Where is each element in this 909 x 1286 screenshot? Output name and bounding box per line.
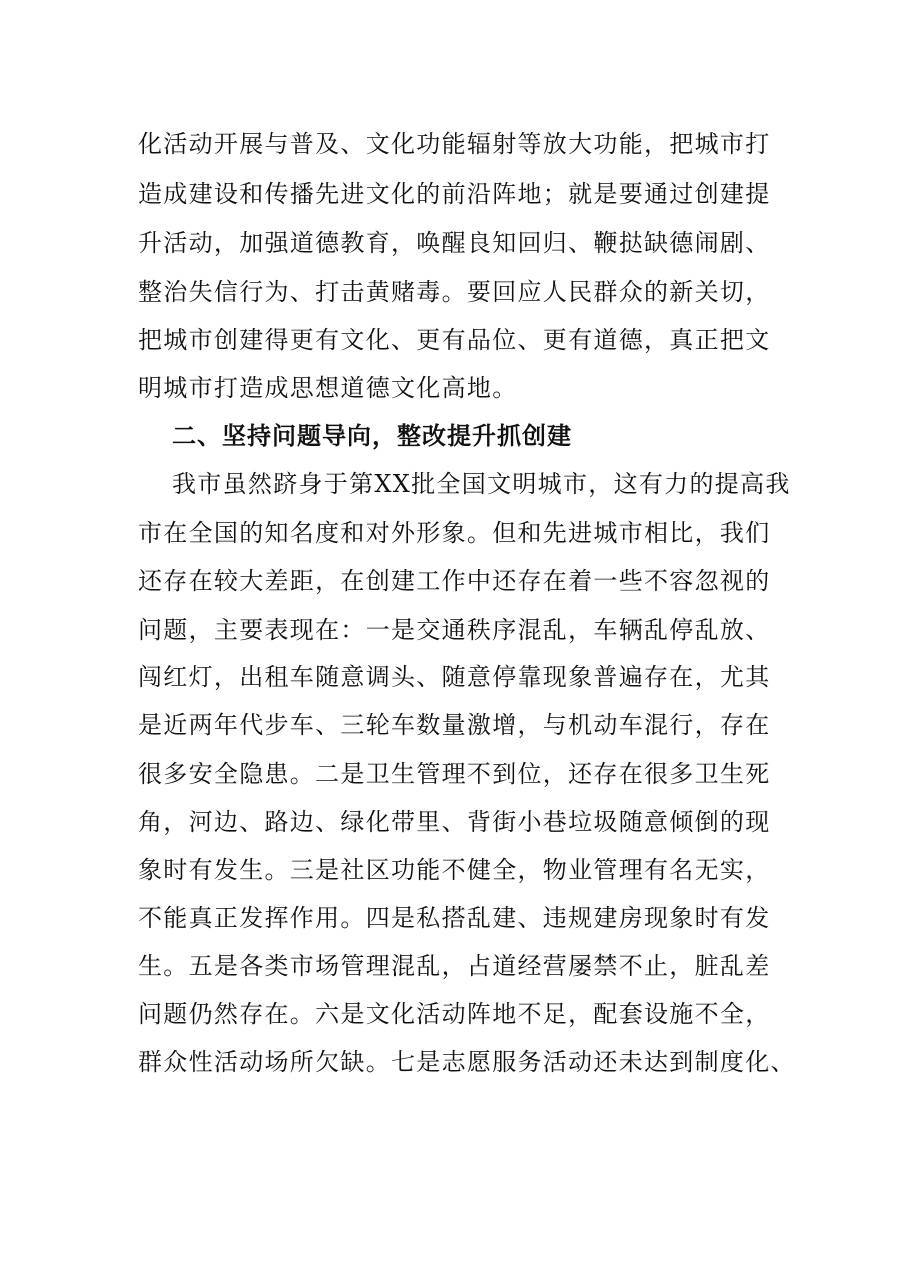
body-text-line: 明城市打造成思想道德文化高地。 xyxy=(138,374,518,402)
body-text-line: 闯红灯，出租车随意调头、随意停靠现象普遍存在，尤其 xyxy=(138,663,771,691)
body-text-line: 把城市创建得更有文化、更有品位、更有道德，真正把文 xyxy=(138,326,771,354)
body-text-line: 还存在较大差距，在创建工作中还存在着一些不容忽视的 xyxy=(138,567,771,595)
body-text-line: 群众性活动场所欠缺。七是志愿服务活动还未达到制度化、 xyxy=(138,1048,796,1076)
body-text-line: 整治失信行为、打击黄赌毒。要回应人民群众的新关切， xyxy=(138,278,771,306)
body-text-line: 问题，主要表现在：一是交通秩序混乱，车辆乱停乱放、 xyxy=(138,616,771,644)
body-text-line: 角，河边、路边、绿化带里、背街小巷垃圾随意倾倒的现 xyxy=(138,808,771,836)
section-heading: 二、坚持问题导向，整改提升抓创建 xyxy=(172,422,572,450)
body-text-line: 生。五是各类市场管理混乱，占道经营屡禁不止，脏乱差 xyxy=(138,952,771,980)
body-text-line: 化活动开展与普及、文化功能辐射等放大功能，把城市打 xyxy=(138,130,771,158)
body-text-line: 问题仍然存在。六是文化活动阵地不足，配套设施不全， xyxy=(138,1000,771,1028)
body-text-line: 象时有发生。三是社区功能不健全，物业管理有名无实， xyxy=(138,856,771,884)
body-text-line: 市在全国的知名度和对外形象。但和先进城市相比，我们 xyxy=(138,519,771,547)
body-text-line: 不能真正发挥作用。四是私搭乱建、违规建房现象时有发 xyxy=(138,904,771,932)
body-text-line: 是近两年代步车、三轮车数量激增，与机动车混行，存在 xyxy=(138,711,771,739)
body-text-line: 很多安全隐患。二是卫生管理不到位，还存在很多卫生死 xyxy=(138,760,771,788)
body-text-line: 造成建设和传播先进文化的前沿阵地；就是要通过创建提 xyxy=(138,180,771,208)
body-text-line: 我市虽然跻身于第XX批全国文明城市，这有力的提高我 xyxy=(172,470,791,498)
body-text-line: 升活动，加强道德教育，唤醒良知回归、鞭挞缺德闹剧、 xyxy=(138,229,771,257)
